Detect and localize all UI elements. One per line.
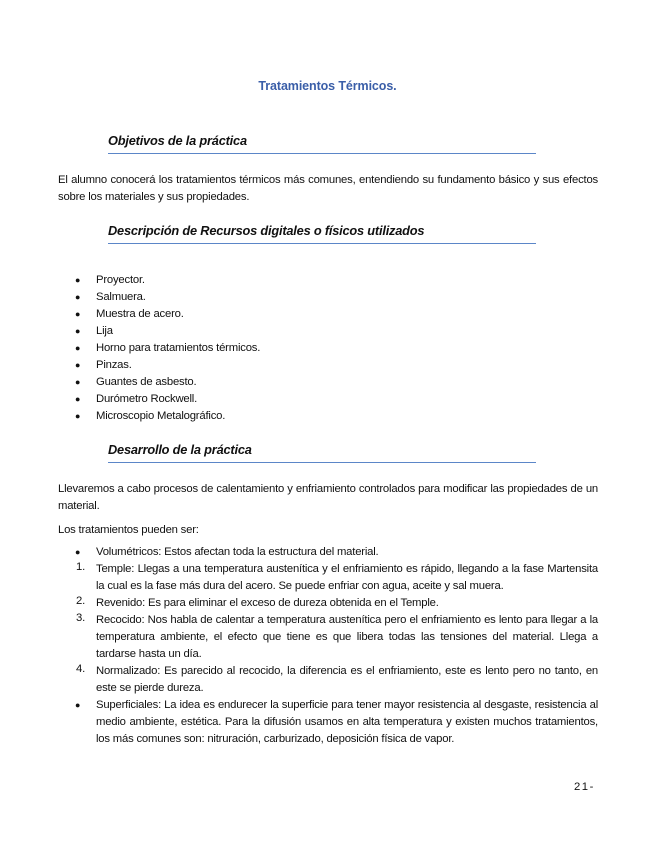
objetivos-paragraph: El alumno conocerá los tratamientos térmicos más comunes, entendiendo su fundamento básico y sus efectos sobre los materiales y sus propiedades. bbox=[58, 174, 598, 203]
list-item-text: Superficiales: La idea es endurecer la superficie para tener mayor resistencia al desgaste, resistencia al medio ambiente, estética. Para la difusión usamos en alta temperatura y existen muchos tratamientos, los más comunes son: nitruración, carburizado, deposición física de vapor. bbox=[96, 699, 598, 745]
page-number: 21- bbox=[574, 781, 595, 793]
bullet-icon: ● bbox=[75, 360, 81, 370]
list-item-text: Recocido: Nos habla de calentar a temperatura austenítica pero el enfriamiento es lento para llegar a la temperatura ambiente, el efecto que tiene es que libera todas las tensiones del material. Llega a tardarse hasta un día. bbox=[96, 614, 598, 660]
page-title: Tratamientos Térmicos. bbox=[258, 79, 397, 93]
list-number: 2. bbox=[76, 595, 86, 607]
bullet-icon: ● bbox=[75, 547, 81, 557]
section-heading-desarrollo: Desarrollo de la práctica bbox=[108, 442, 536, 463]
bullet-icon: ● bbox=[75, 700, 81, 710]
list-item-text: Microscopio Metalográfico. bbox=[96, 410, 226, 422]
desarrollo-intro-paragraph: Llevaremos a cabo procesos de calentamiento y enfriamiento controlados para modificar las propiedades de un material. bbox=[58, 483, 598, 512]
bullet-icon: ● bbox=[75, 343, 81, 353]
list-item-text: Muestra de acero. bbox=[96, 308, 184, 320]
list-item-text: Proyector. bbox=[96, 274, 145, 286]
list-number: 3. bbox=[76, 612, 86, 624]
bullet-icon: ● bbox=[75, 275, 81, 285]
list-item-text: Temple: Llegas a una temperatura austenítica y el enfriamiento es rápido, llegando a la fase Martensita la cual es la fase más dura del acero. Se puede enfriar con agua, aceite y sal muera. bbox=[96, 563, 598, 592]
list-number: 4. bbox=[76, 663, 86, 675]
bullet-icon: ● bbox=[75, 326, 81, 336]
list-item-text: Pinzas. bbox=[96, 359, 132, 371]
list-item-text: Salmuera. bbox=[96, 291, 146, 303]
list-item-text: Volumétricos: Estos afectan toda la estructura del material. bbox=[96, 546, 379, 558]
bullet-icon: ● bbox=[75, 394, 81, 404]
list-number: 1. bbox=[76, 561, 86, 573]
list-item-text: Revenido: Es para eliminar el exceso de dureza obtenida en el Temple. bbox=[96, 597, 439, 609]
list-item-text: Guantes de asbesto. bbox=[96, 376, 197, 388]
desarrollo-lead-text: Los tratamientos pueden ser: bbox=[58, 524, 199, 536]
bullet-icon: ● bbox=[75, 377, 81, 387]
bullet-icon: ● bbox=[75, 309, 81, 319]
section-heading-recursos: Descripción de Recursos digitales o físicos utilizados bbox=[108, 223, 536, 244]
bullet-icon: ● bbox=[75, 411, 81, 421]
bullet-icon: ● bbox=[75, 292, 81, 302]
list-item-text: Durómetro Rockwell. bbox=[96, 393, 198, 405]
list-item-text: Horno para tratamientos térmicos. bbox=[96, 342, 261, 354]
list-item-text: Normalizado: Es parecido al recocido, la diferencia es el enfriamiento, este es lento pero no tanto, en este se pierde dureza. bbox=[96, 665, 598, 694]
list-item-text: Lija bbox=[96, 325, 113, 337]
section-heading-objetivos: Objetivos de la práctica bbox=[108, 133, 536, 154]
